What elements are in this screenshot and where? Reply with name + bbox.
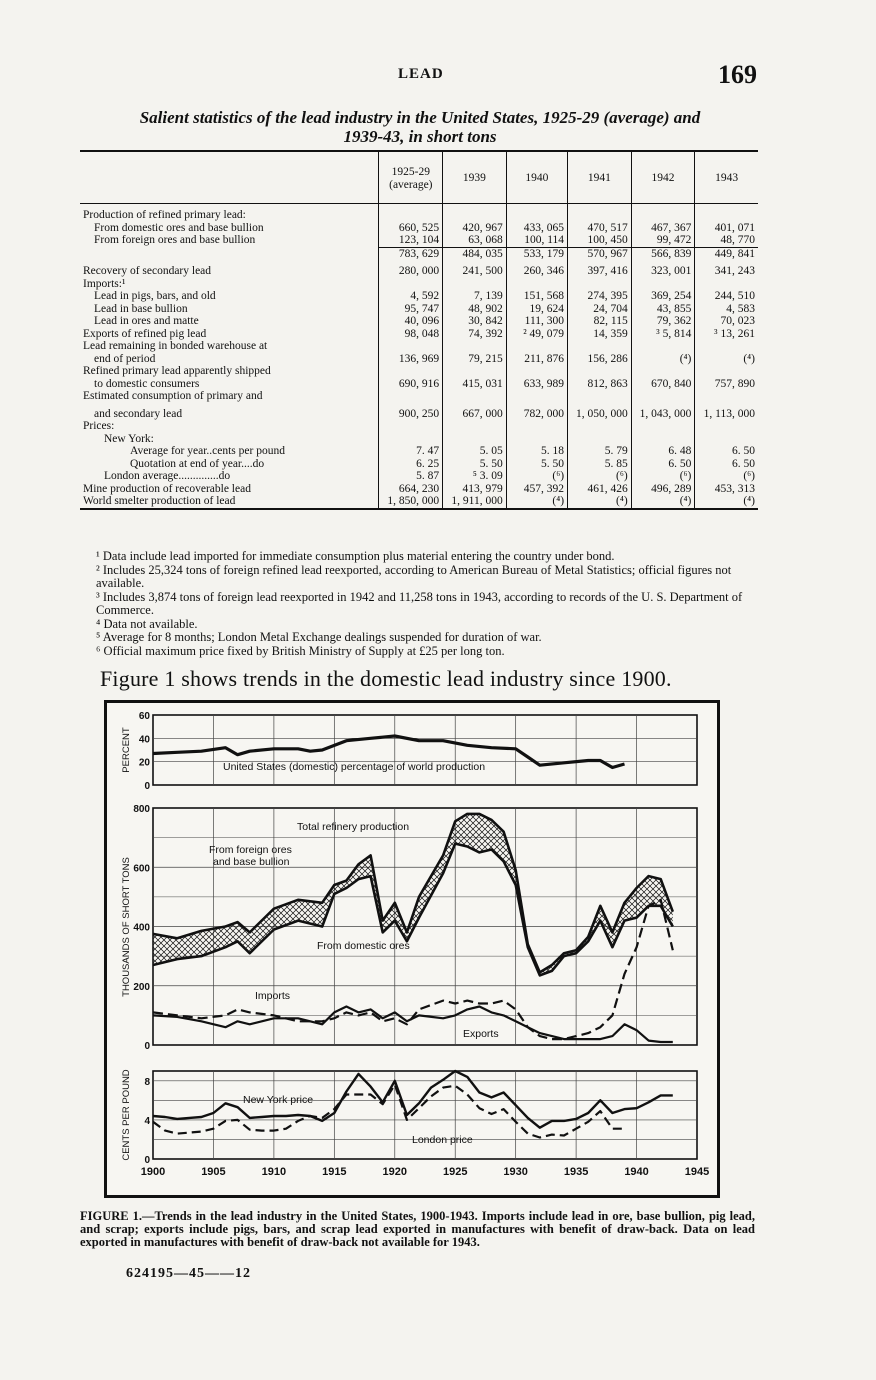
cell-value [443,433,507,446]
y-tick-label: 0 [144,1041,150,1052]
table-row [80,340,758,353]
label-foreign-ores-2: and base bullion [213,856,290,868]
cell-value [379,204,443,222]
cell-value: 413, 979 [443,483,507,496]
cell-value [506,278,567,291]
cell-value [568,420,632,433]
y-tick-label: 800 [133,804,150,815]
cell-value: 136, 969 [379,353,443,366]
cell-value: 369, 254 [631,290,695,303]
cell-value: 1, 113, 000 [695,403,758,421]
cell-value [379,420,443,433]
figure-caption: FIGURE 1.—Trends in the lead industry in the United States, 1900-1943. Imports include lead in ore, base bullion, pig lead, and scrap; exports include pigs, bars, and scrap lead exported in manufactures with benefit of draw-back. Data on lead exported in manufactures with benefit of draw-back not available for 1943. [80,1209,755,1249]
cell-value: 211, 876 [506,353,567,366]
footnote: ² Includes 25,324 tons of foreign refined lead reexported, according to American Bureau of Metal Statistics; official figures not available. [96,562,732,590]
row-label: Average for year..cents per pound [130,445,285,457]
column-header: 1925-29 (average) [379,151,443,204]
row-label [80,247,379,260]
x-tick-label: 1945 [684,1166,710,1178]
cell-value [506,340,567,353]
footnote: ⁴ Data not available. [96,616,198,631]
cell-value: 7. 47 [379,445,443,458]
cell-value: 79, 362 [631,315,695,328]
table-row [80,458,758,471]
table-row [80,234,758,247]
series-new-york-price-line [153,1071,673,1128]
cell-value: (⁶) [568,470,632,483]
cell-value: 667, 000 [443,403,507,421]
cell-value: 757, 890 [695,378,758,391]
cell-value: 280, 000 [379,260,443,278]
column-header: 1943 [695,151,758,204]
cell-value [506,390,567,403]
cell-value: 74, 392 [443,328,507,341]
cell-value: 1, 850, 000 [379,495,443,509]
row-label: to domestic consumers [94,377,200,390]
row-label: Estimated consumption of primary and [83,390,263,402]
cell-value: 70, 023 [695,315,758,328]
row-label: Recovery of secondary lead [83,265,212,277]
table-row [80,470,758,483]
y-axis-label: CENTS PER POUND [121,1069,132,1161]
cell-value: 470, 517 [568,222,632,235]
y-axis-label: PERCENT [121,727,132,773]
y-tick-label: 4 [144,1115,150,1127]
y-tick-label: 60 [138,711,150,722]
cell-value: 341, 243 [695,260,758,278]
row-label: World smelter production of lead [83,495,236,507]
cell-value: 6. 25 [379,458,443,471]
cell-value [695,433,758,446]
label-exports: Exports [463,1028,499,1040]
cell-value [631,365,695,378]
cell-value: 5. 05 [443,445,507,458]
x-tick-label: 1910 [261,1166,287,1178]
label-foreign-ores: From foreign ores [209,844,292,856]
y-tick-label: 200 [133,981,150,993]
figure-1 [104,700,720,1198]
x-tick-label: 1925 [442,1166,468,1178]
cell-value: 48, 902 [443,303,507,316]
cell-value: ³ 13, 261 [695,328,758,341]
row-label: Lead in base bullion [94,302,188,315]
cell-value [695,390,758,403]
cell-value: (⁴) [695,495,758,509]
cell-value: 449, 841 [695,247,758,260]
label-domestic-ores: From domestic ores [317,940,410,952]
cell-value: 812, 863 [568,378,632,391]
cell-value [443,278,507,291]
cell-value: 40, 096 [379,315,443,328]
x-tick-label: 1905 [201,1166,226,1178]
row-label: Imports:¹ [83,277,126,290]
cell-value [443,420,507,433]
column-header: 1939 [443,151,507,204]
cell-value: 397, 416 [568,260,632,278]
table-body [80,204,758,509]
row-label: and secondary lead [94,407,183,420]
cell-value: (⁴) [631,353,695,366]
cell-value: (⁶) [695,470,758,483]
cell-value: 244, 510 [695,290,758,303]
cell-value: 14, 359 [568,328,632,341]
cell-value: 467, 367 [631,222,695,235]
table-row [80,303,758,316]
table-row [80,278,758,291]
cell-value: 5. 85 [568,458,632,471]
cell-value: 30, 842 [443,315,507,328]
x-tick-label: 1930 [503,1166,528,1178]
cell-value [506,420,567,433]
cell-value: 241, 500 [443,260,507,278]
cell-value [695,278,758,291]
cell-value: 900, 250 [379,403,443,421]
cell-value [568,278,632,291]
table-row [80,247,758,260]
cell-value [506,433,567,446]
table-row [80,483,758,496]
footnote: ³ Includes 3,874 tons of foreign lead reexported in 1942 and 11,258 tons in 1943, according to records of the U. S. Department of Commerce. [96,589,743,617]
cell-value: 100, 450 [568,234,632,247]
cell-value: 5. 87 [379,470,443,483]
cell-value [568,204,632,222]
cell-value: 5. 50 [443,458,507,471]
cell-value: 783, 629 [379,247,443,260]
intro-sentence: Figure 1 shows trends in the domestic lead industry since 1900. [100,666,672,691]
table-caption [80,108,760,146]
table-row [80,445,758,458]
cell-value: 533, 179 [506,247,567,260]
footnote: ⁵ Average for 8 months; London Metal Exchange dealings suspended for duration of war. [96,630,542,644]
row-label: Prices: [83,420,115,432]
cell-value: 570, 967 [568,247,632,260]
cell-value [695,340,758,353]
row-label: Refined primary lead apparently shipped [83,365,271,377]
cell-value: 19, 624 [506,303,567,316]
cell-value [568,340,632,353]
table-row [80,378,758,391]
cell-value: 100, 114 [506,234,567,247]
cell-value: ³ 5, 814 [631,328,695,341]
table-header-row [80,151,758,204]
y-tick-label: 600 [133,863,150,875]
row-label: Mine production of recoverable lead [83,482,251,495]
cell-value [443,204,507,222]
y-tick-label: 40 [138,734,150,746]
cell-value: 63, 068 [443,234,507,247]
running-head: LEAD [398,66,444,82]
cell-value: 151, 568 [506,290,567,303]
cell-value: 415, 031 [443,378,507,391]
cell-value: 433, 065 [506,222,567,235]
row-label: Lead in pigs, bars, and old [94,290,216,302]
column-header: 1940 [506,151,567,204]
cell-value: 660, 525 [379,222,443,235]
label-imports: Imports [255,990,291,1002]
cell-value: (⁶) [631,470,695,483]
cell-value [506,365,567,378]
cell-value: 43, 855 [631,303,695,316]
cell-value [379,390,443,403]
cell-value [631,204,695,222]
table-row [80,495,758,509]
cell-value [695,420,758,433]
cell-value [568,390,632,403]
cell-value: 6. 48 [631,445,695,458]
cell-value: 6. 50 [695,458,758,471]
statistics-table [80,150,758,510]
cell-value [568,433,632,446]
cell-value: 4, 583 [695,303,758,316]
cell-value: 1, 043, 000 [631,403,695,421]
cell-value [631,340,695,353]
cell-value [631,278,695,291]
cell-value: (⁶) [506,470,567,483]
y-axis-label: THOUSANDS OF SHORT TONS [121,857,132,997]
cell-value: 323, 001 [631,260,695,278]
table-row [80,204,758,222]
x-tick-label: 1935 [563,1166,589,1178]
column-header: 1942 [631,151,695,204]
table-row [80,328,758,341]
row-label: Quotation at end of year....do [130,457,265,470]
table-row [80,315,758,328]
table-row [80,420,758,433]
column-header: 1941 [568,151,632,204]
foreign-ores-hatched-band [153,814,673,976]
cell-value: 5. 79 [568,445,632,458]
x-tick-label: 1940 [624,1166,649,1178]
footnote: ⁶ Official maximum price fixed by British Ministry of Supply at £25 per long ton. [96,643,505,658]
cell-value: 156, 286 [568,353,632,366]
cell-value: 496, 289 [631,483,695,496]
table-row [80,433,758,446]
cell-value: 690, 916 [379,378,443,391]
page-number: 169 [718,60,757,89]
figure-1-chart [107,703,717,1195]
cell-value: 401, 071 [695,222,758,235]
cell-value: 566, 839 [631,247,695,260]
label-total-refinery: Total refinery production [297,821,410,833]
row-label: From domestic ores and base bullion [94,221,264,234]
cell-value [695,204,758,222]
row-label: New York: [104,432,154,445]
cell-value: 79, 215 [443,353,507,366]
table-caption-line1: Salient statistics of the lead industry in the United States, 1925-29 (average) and [139,108,701,127]
cell-value: (⁴) [506,495,567,509]
cell-value: (⁴) [631,495,695,509]
cell-value [695,365,758,378]
cell-value: 123, 104 [379,234,443,247]
footnote: ¹ Data include lead imported for immediate consumption plus material entering the country under bond. [96,549,615,563]
cell-value [379,433,443,446]
table-row [80,260,758,278]
cell-value: 6. 50 [631,458,695,471]
cell-value: 1, 050, 000 [568,403,632,421]
y-tick-label: 0 [144,781,150,792]
x-tick-label: 1915 [322,1166,347,1178]
cell-value [631,433,695,446]
y-tick-label: 400 [133,922,150,934]
cell-value: 274, 395 [568,290,632,303]
cell-value: (⁴) [568,495,632,509]
panel1-series-label: United States (domestic) percentage of world production [223,761,486,773]
cell-value [443,365,507,378]
cell-value: 457, 392 [506,483,567,496]
cell-value: 111, 300 [506,315,567,328]
table-header-blank [80,151,379,204]
row-label: Exports of refined pig lead [83,327,207,340]
row-label: From foreign ores and base bullion [94,234,256,246]
cell-value: ² 49, 079 [506,328,567,341]
printer-line: 624195—45——12 [126,1266,251,1281]
cell-value: 664, 230 [379,483,443,496]
cell-value: 633, 989 [506,378,567,391]
y-tick-label: 20 [138,757,150,769]
row-label: end of period [94,352,156,365]
x-tick-label: 1900 [140,1166,166,1178]
table-row [80,353,758,366]
footnotes [80,550,760,658]
cell-value: 1, 911, 000 [443,495,507,509]
cell-value [443,340,507,353]
cell-value [379,365,443,378]
cell-value: 24, 704 [568,303,632,316]
table-row [80,290,758,303]
series-london-price-line [153,1085,625,1138]
row-label: Lead remaining in bonded warehouse at [83,340,268,352]
cell-value: 670, 840 [631,378,695,391]
row-label: Lead in ores and matte [94,315,199,327]
cell-value [568,365,632,378]
label-london-price: London price [412,1134,473,1146]
cell-value: 95, 747 [379,303,443,316]
cell-value: 98, 048 [379,328,443,341]
cell-value: 99, 472 [631,234,695,247]
cell-value [379,340,443,353]
cell-value [506,204,567,222]
y-tick-label: 8 [144,1076,150,1088]
cell-value: 453, 313 [695,483,758,496]
label-new-york-price: New York price [243,1094,314,1106]
cell-value: 461, 426 [568,483,632,496]
cell-value: 782, 000 [506,403,567,421]
y-tick-label: 0 [144,1155,150,1166]
cell-value: 484, 035 [443,247,507,260]
cell-value: 7, 139 [443,290,507,303]
cell-value: ⁵ 3. 09 [443,470,507,483]
row-label: Production of refined primary lead: [83,209,246,221]
cell-value [631,390,695,403]
cell-value [443,390,507,403]
cell-value: 5. 50 [506,458,567,471]
table-caption-line2: 1939-43, in short tons [343,127,497,146]
cell-value: 5. 18 [506,445,567,458]
cell-value: 82, 115 [568,315,632,328]
cell-value: 260, 346 [506,260,567,278]
cell-value [631,420,695,433]
cell-value: (⁴) [695,353,758,366]
table-row [80,222,758,235]
panel-frame [153,715,697,785]
table-row [80,390,758,403]
row-label: London average..............do [104,470,231,482]
cell-value: 4, 592 [379,290,443,303]
cell-value [379,278,443,291]
cell-value: 6. 50 [695,445,758,458]
x-tick-label: 1920 [382,1166,408,1178]
table-row [80,365,758,378]
cell-value: 420, 967 [443,222,507,235]
table-row [80,403,758,421]
cell-value: 48, 770 [695,234,758,247]
